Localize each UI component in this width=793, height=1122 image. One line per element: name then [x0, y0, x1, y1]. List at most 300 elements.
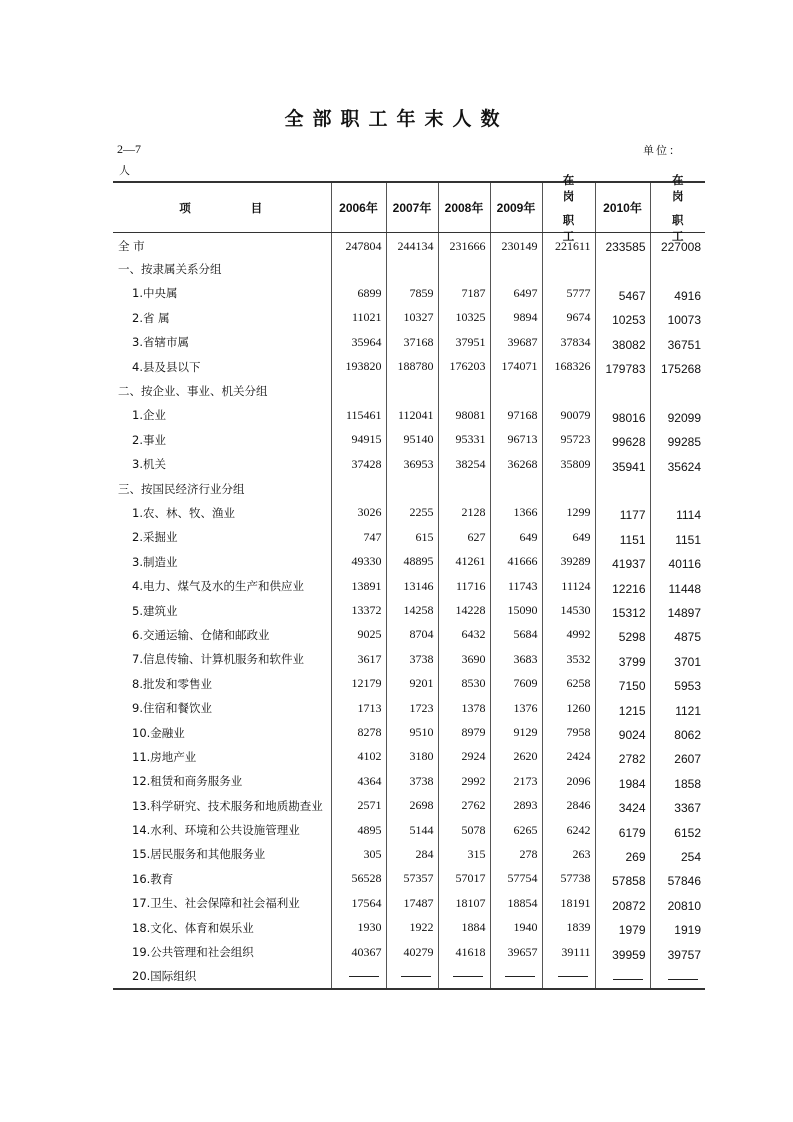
row-value — [438, 257, 490, 281]
row-value: 9674 — [542, 306, 595, 330]
row-value — [386, 476, 438, 500]
row-value — [331, 257, 386, 281]
row-value: 13891 — [331, 574, 386, 598]
row-value: 1215 — [595, 696, 650, 720]
row-value: 278 — [490, 842, 542, 866]
row-value: 230149 — [490, 233, 542, 257]
row-label: 11.房地产业 — [132, 749, 197, 764]
row-value: 4895 — [331, 818, 386, 842]
page-title: 全部职工年末人数 — [284, 108, 509, 130]
row-value: 8704 — [386, 623, 438, 647]
row-value: 39289 — [542, 550, 595, 574]
row-value: 41618 — [438, 940, 490, 964]
row-value: 2173 — [490, 769, 542, 793]
row-value: 244134 — [386, 233, 438, 257]
row-value: 649 — [490, 525, 542, 549]
row-value: 8062 — [650, 720, 705, 744]
row-value: 247804 — [331, 233, 386, 257]
row-value: 227008 — [650, 233, 705, 257]
row-value: 3799 — [595, 647, 650, 671]
row-value — [542, 476, 595, 500]
row-value: 57846 — [650, 867, 705, 891]
row-value: 1922 — [386, 915, 438, 939]
row-value: 3738 — [386, 769, 438, 793]
row-value: 18191 — [542, 891, 595, 915]
row-value: 3617 — [331, 647, 386, 671]
dash-placeholder — [668, 979, 698, 980]
row-value: 39687 — [490, 330, 542, 354]
row-value: 10327 — [386, 306, 438, 330]
row-value — [490, 476, 542, 500]
table-row — [113, 403, 705, 427]
row-value: 3701 — [650, 647, 705, 671]
row-label: 一、按隶属关系分组 — [118, 262, 222, 277]
row-value: 14228 — [438, 598, 490, 622]
table-row — [113, 574, 705, 598]
row-value: 49330 — [331, 550, 386, 574]
row-value: 57738 — [542, 867, 595, 891]
row-value: 15090 — [490, 598, 542, 622]
table-row — [113, 647, 705, 671]
row-label: 19.公共管理和社会组织 — [132, 945, 254, 960]
unit-label: 单位： — [643, 144, 682, 157]
row-label: 三、按国民经济行业分组 — [118, 481, 245, 496]
row-label: 1.中央属 — [132, 286, 178, 301]
row-value: 97168 — [490, 403, 542, 427]
row-value: 41261 — [438, 550, 490, 574]
row-value: 1984 — [595, 769, 650, 793]
row-value — [331, 476, 386, 500]
row-value: 36953 — [386, 452, 438, 476]
row-value: 2893 — [490, 793, 542, 817]
row-value: 231666 — [438, 233, 490, 257]
row-value: 7150 — [595, 672, 650, 696]
row-label: 14.水利、环境和公共设施管理业 — [132, 823, 300, 838]
row-value: 9894 — [490, 306, 542, 330]
row-value: 2762 — [438, 793, 490, 817]
row-value: 193820 — [331, 354, 386, 378]
row-value: 39657 — [490, 940, 542, 964]
row-value: 6179 — [595, 818, 650, 842]
row-value — [331, 964, 386, 988]
row-value: 6242 — [542, 818, 595, 842]
row-value: 254 — [650, 842, 705, 866]
row-value: 14897 — [650, 598, 705, 622]
row-value — [386, 257, 438, 281]
row-value: 3367 — [650, 793, 705, 817]
row-value: 1151 — [595, 525, 650, 549]
row-value: 305 — [331, 842, 386, 866]
row-label: 1.农、林、牧、渔业 — [132, 505, 235, 520]
header-2009: 2009年 — [490, 182, 542, 233]
row-value: 115461 — [331, 403, 386, 427]
row-value: 40279 — [386, 940, 438, 964]
row-label: 3.省辖市属 — [132, 335, 189, 350]
row-value: 11716 — [438, 574, 490, 598]
header-onpost-top: 在 岗 — [562, 172, 587, 203]
row-value: 10073 — [650, 306, 705, 330]
table-row — [113, 867, 705, 891]
row-value: 627 — [438, 525, 490, 549]
row-value: 5298 — [595, 623, 650, 647]
table-row — [113, 940, 705, 964]
row-value: 175268 — [650, 354, 705, 378]
row-value: 8979 — [438, 720, 490, 744]
row-value: 57858 — [595, 867, 650, 891]
row-value: 5078 — [438, 818, 490, 842]
row-value: 263 — [542, 842, 595, 866]
row-value: 1177 — [595, 501, 650, 525]
row-value: 18854 — [490, 891, 542, 915]
row-value: 6497 — [490, 281, 542, 305]
table-row — [113, 428, 705, 452]
row-label: 17.卫生、社会保障和社会福利业 — [132, 896, 300, 911]
row-label: 2.省 属 — [132, 310, 170, 325]
row-value: 1858 — [650, 769, 705, 793]
row-value: 7187 — [438, 281, 490, 305]
row-value: 4102 — [331, 745, 386, 769]
row-value: 41937 — [595, 550, 650, 574]
row-label: 1.企业 — [132, 408, 166, 423]
row-label: 20.国际组织 — [113, 964, 331, 988]
dash-placeholder — [401, 976, 431, 977]
row-value — [438, 476, 490, 500]
row-value: 174071 — [490, 354, 542, 378]
row-value — [542, 964, 595, 988]
row-label: 3.制造业 — [132, 554, 178, 569]
row-value — [650, 964, 705, 988]
row-value: 36268 — [490, 452, 542, 476]
row-value: 36751 — [650, 330, 705, 354]
row-value — [650, 257, 705, 281]
row-value: 57357 — [386, 867, 438, 891]
row-value: 41666 — [490, 550, 542, 574]
row-value: 17487 — [386, 891, 438, 915]
table-row — [113, 476, 705, 500]
table-row — [113, 379, 705, 403]
row-value: 3532 — [542, 647, 595, 671]
row-value: 8278 — [331, 720, 386, 744]
row-value: 1114 — [650, 501, 705, 525]
table-row — [113, 769, 705, 793]
row-label: 15.居民服务和其他服务业 — [132, 847, 266, 862]
row-value: 3424 — [595, 793, 650, 817]
dash-placeholder — [505, 976, 535, 977]
row-value: 284 — [386, 842, 438, 866]
row-value — [542, 379, 595, 403]
row-value: 269 — [595, 842, 650, 866]
row-value: 5953 — [650, 672, 705, 696]
row-value: 38254 — [438, 452, 490, 476]
row-value: 3690 — [438, 647, 490, 671]
row-label: 二、按企业、事业、机关分组 — [118, 384, 268, 399]
row-value: 112041 — [386, 403, 438, 427]
row-label: 2.事业 — [132, 432, 166, 447]
row-value: 2992 — [438, 769, 490, 793]
row-value: 2571 — [331, 793, 386, 817]
row-value: 6432 — [438, 623, 490, 647]
row-value: 40367 — [331, 940, 386, 964]
row-value: 9510 — [386, 720, 438, 744]
row-value: 39757 — [650, 940, 705, 964]
row-value: 38082 — [595, 330, 650, 354]
row-value: 9025 — [331, 623, 386, 647]
row-value: 2128 — [438, 501, 490, 525]
row-value: 5684 — [490, 623, 542, 647]
row-value: 7958 — [542, 720, 595, 744]
header-2007: 2007年 — [386, 182, 438, 233]
table-row — [113, 598, 705, 622]
row-value: 56528 — [331, 867, 386, 891]
row-value: 2424 — [542, 745, 595, 769]
row-value: 3026 — [331, 501, 386, 525]
row-value: 13146 — [386, 574, 438, 598]
row-value — [595, 257, 650, 281]
table-row — [113, 306, 705, 330]
row-value: 11021 — [331, 306, 386, 330]
header-onpost-top: 在 岗 — [672, 172, 696, 203]
row-value: 13372 — [331, 598, 386, 622]
row-value: 14258 — [386, 598, 438, 622]
row-value: 17564 — [331, 891, 386, 915]
row-value: 1979 — [595, 915, 650, 939]
row-value: 37834 — [542, 330, 595, 354]
row-value — [438, 379, 490, 403]
row-value: 9024 — [595, 720, 650, 744]
row-value: 92099 — [650, 403, 705, 427]
row-value: 1723 — [386, 696, 438, 720]
table-row — [113, 891, 705, 915]
table-row — [113, 257, 705, 281]
row-label: 2.采掘业 — [132, 530, 178, 545]
row-value — [595, 476, 650, 500]
table-row — [113, 525, 705, 549]
row-value — [595, 964, 650, 988]
table-row — [113, 745, 705, 769]
row-value: 14530 — [542, 598, 595, 622]
row-value: 35809 — [542, 452, 595, 476]
row-label: 全 市 — [118, 239, 145, 254]
row-value: 95331 — [438, 428, 490, 452]
row-value: 7609 — [490, 672, 542, 696]
row-value — [331, 379, 386, 403]
table-row — [113, 818, 705, 842]
row-label: 6.交通运输、仓储和邮政业 — [132, 627, 270, 642]
row-value: 1376 — [490, 696, 542, 720]
row-value: 11743 — [490, 574, 542, 598]
row-value: 188780 — [386, 354, 438, 378]
table-row — [113, 354, 705, 378]
row-label: 12.租赁和商务服务业 — [132, 774, 243, 789]
row-label: 18.文化、体育和娱乐业 — [132, 920, 254, 935]
row-value: 40116 — [650, 550, 705, 574]
row-value: 3738 — [386, 647, 438, 671]
header-item: 项 目 — [113, 182, 331, 233]
row-label: 10.金融业 — [132, 725, 185, 740]
dash-placeholder — [349, 976, 379, 977]
header-onpost-2010 — [650, 172, 705, 243]
row-value: 4364 — [331, 769, 386, 793]
row-value: 12179 — [331, 672, 386, 696]
row-value: 39111 — [542, 940, 595, 964]
row-value — [438, 964, 490, 988]
table-row — [113, 623, 705, 647]
row-value: 96713 — [490, 428, 542, 452]
row-value: 2846 — [542, 793, 595, 817]
row-value: 4992 — [542, 623, 595, 647]
row-value: 99285 — [650, 428, 705, 452]
row-value: 94915 — [331, 428, 386, 452]
row-value: 37428 — [331, 452, 386, 476]
row-value: 35624 — [650, 452, 705, 476]
unit-value: 人 — [119, 164, 130, 177]
row-label: 5.建筑业 — [132, 603, 178, 618]
dash-placeholder — [453, 976, 483, 977]
row-value: 176203 — [438, 354, 490, 378]
row-value: 6258 — [542, 672, 595, 696]
row-value: 99628 — [595, 428, 650, 452]
row-value: 37168 — [386, 330, 438, 354]
row-value: 5467 — [595, 281, 650, 305]
row-value: 98081 — [438, 403, 490, 427]
row-value: 8530 — [438, 672, 490, 696]
row-value: 2255 — [386, 501, 438, 525]
row-label: 16.教育 — [132, 871, 174, 886]
row-value: 1151 — [650, 525, 705, 549]
table-row — [113, 330, 705, 354]
row-value — [490, 379, 542, 403]
row-value: 95140 — [386, 428, 438, 452]
row-value: 9129 — [490, 720, 542, 744]
table-row — [113, 915, 705, 939]
row-value: 1940 — [490, 915, 542, 939]
table-row — [113, 672, 705, 696]
row-value — [490, 964, 542, 988]
row-label: 13.科学研究、技术服务和地质勘查业 — [132, 798, 323, 813]
row-label: 8.批发和零售业 — [132, 676, 212, 691]
row-value — [650, 476, 705, 500]
row-value: 10253 — [595, 306, 650, 330]
row-value: 615 — [386, 525, 438, 549]
row-value: 1839 — [542, 915, 595, 939]
row-value: 6899 — [331, 281, 386, 305]
row-value: 221611 — [542, 233, 595, 257]
header-2008: 2008年 — [438, 182, 490, 233]
row-value — [542, 257, 595, 281]
table-number: 2—7 — [117, 142, 141, 156]
table-row — [113, 281, 705, 305]
row-value: 2607 — [650, 745, 705, 769]
row-value: 1713 — [331, 696, 386, 720]
row-value: 4916 — [650, 281, 705, 305]
row-label: 4.电力、煤气及水的生产和供应业 — [132, 579, 304, 594]
row-value: 2924 — [438, 745, 490, 769]
row-value: 1260 — [542, 696, 595, 720]
row-value: 2096 — [542, 769, 595, 793]
row-value: 179783 — [595, 354, 650, 378]
row-value: 1919 — [650, 915, 705, 939]
row-value: 48895 — [386, 550, 438, 574]
row-label: 4.县及县以下 — [132, 359, 201, 374]
row-value: 12216 — [595, 574, 650, 598]
header-row — [113, 182, 705, 233]
table-row — [113, 720, 705, 744]
table-row — [113, 233, 705, 257]
row-value: 35941 — [595, 452, 650, 476]
dash-placeholder — [558, 976, 588, 977]
table-row — [113, 696, 705, 720]
row-value: 90079 — [542, 403, 595, 427]
row-value: 233585 — [595, 233, 650, 257]
table-row — [113, 964, 705, 988]
row-value: 168326 — [542, 354, 595, 378]
row-value: 747 — [331, 525, 386, 549]
row-value: 10325 — [438, 306, 490, 330]
row-value: 6265 — [490, 818, 542, 842]
row-value: 20872 — [595, 891, 650, 915]
row-value: 20810 — [650, 891, 705, 915]
row-value: 1366 — [490, 501, 542, 525]
row-value: 1930 — [331, 915, 386, 939]
row-label: 7.信息传输、计算机服务和软件业 — [132, 652, 304, 667]
row-value: 3180 — [386, 745, 438, 769]
row-label: 9.住宿和餐饮业 — [132, 701, 212, 716]
row-value: 9201 — [386, 672, 438, 696]
row-value — [490, 257, 542, 281]
table-row — [113, 452, 705, 476]
table-row — [113, 501, 705, 525]
row-value: 6152 — [650, 818, 705, 842]
row-value: 2782 — [595, 745, 650, 769]
row-value: 1299 — [542, 501, 595, 525]
row-value: 2698 — [386, 793, 438, 817]
row-value — [650, 379, 705, 403]
row-value: 7859 — [386, 281, 438, 305]
row-value: 2620 — [490, 745, 542, 769]
row-value: 3683 — [490, 647, 542, 671]
employee-count-table — [113, 172, 705, 990]
row-value — [386, 379, 438, 403]
row-value: 18107 — [438, 891, 490, 915]
dash-placeholder — [613, 979, 643, 980]
row-label: 3.机关 — [132, 457, 166, 472]
row-value: 39959 — [595, 940, 650, 964]
header-onpost-2009 — [542, 172, 595, 243]
row-value: 57754 — [490, 867, 542, 891]
row-value: 5777 — [542, 281, 595, 305]
row-value: 95723 — [542, 428, 595, 452]
row-value: 4875 — [650, 623, 705, 647]
row-value — [595, 379, 650, 403]
table-row — [113, 842, 705, 866]
header-onpost-bottom: 职 工 — [562, 212, 587, 243]
table-row — [113, 550, 705, 574]
row-value: 35964 — [331, 330, 386, 354]
row-value: 57017 — [438, 867, 490, 891]
row-value: 1121 — [650, 696, 705, 720]
row-value: 5144 — [386, 818, 438, 842]
row-value: 315 — [438, 842, 490, 866]
row-value — [386, 964, 438, 988]
row-value: 11448 — [650, 574, 705, 598]
row-value: 15312 — [595, 598, 650, 622]
header-2006: 2006年 — [331, 182, 386, 233]
row-value: 98016 — [595, 403, 650, 427]
row-value: 649 — [542, 525, 595, 549]
header-2010: 2010年 — [595, 182, 650, 233]
row-value: 37951 — [438, 330, 490, 354]
table-row — [113, 793, 705, 817]
